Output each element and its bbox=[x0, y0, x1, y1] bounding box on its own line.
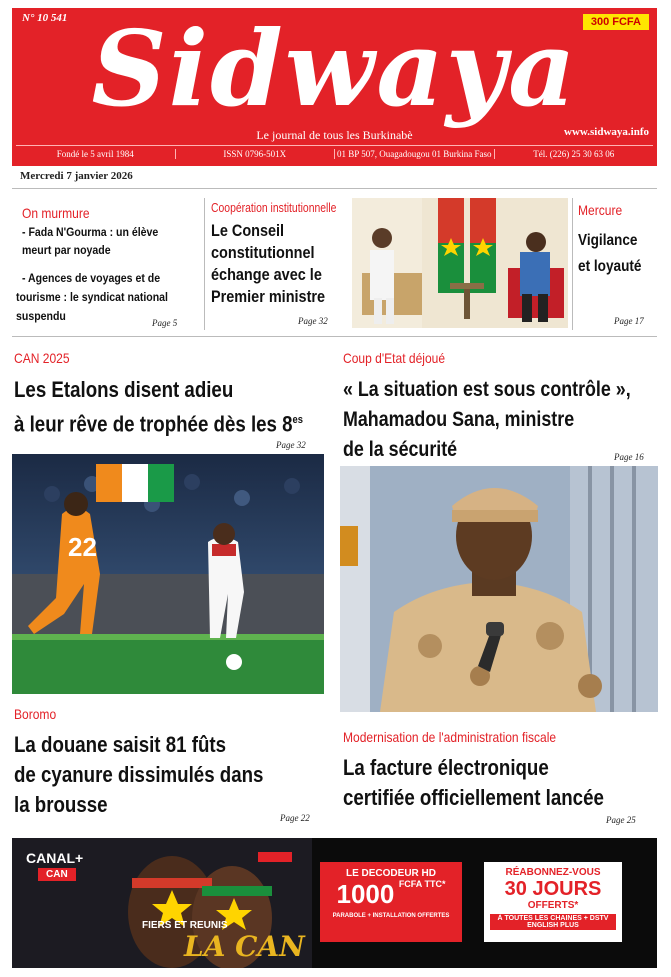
brief-item[interactable]: - Fada N'Gourma : un élève bbox=[22, 225, 159, 239]
ad-slogan-big: LA CAN bbox=[184, 930, 305, 963]
page-ref: Page 17 bbox=[614, 316, 644, 326]
photo-audience-meeting bbox=[352, 198, 568, 328]
headline-boromo[interactable] bbox=[14, 730, 303, 820]
headline-line: « La situation est sous contrôle », bbox=[343, 378, 631, 401]
headline-line: Les Etalons disent adieu bbox=[14, 377, 234, 402]
page-ref: Page 25 bbox=[606, 815, 636, 825]
headline-line bbox=[14, 405, 320, 439]
brief-item[interactable]: suspendu bbox=[16, 309, 66, 323]
founded-date: Fondé le 5 avril 1984 bbox=[16, 149, 176, 159]
photo-football-match bbox=[12, 454, 324, 694]
headline-line: La facture électronique bbox=[343, 755, 549, 780]
resubscribe-title: RÉABONNEZ-VOUS bbox=[505, 867, 601, 878]
postal-address: 01 BP 507, Ouagadougou 01 Burkina Faso bbox=[335, 149, 495, 159]
headline-coop[interactable] bbox=[211, 220, 347, 308]
decoder-title: LE DECODEUR HD bbox=[345, 868, 436, 879]
masthead bbox=[12, 8, 657, 166]
column-divider bbox=[572, 198, 573, 330]
canal-plus-advertisement[interactable] bbox=[12, 838, 657, 968]
brief-item[interactable]: - Agences de voyages et de bbox=[22, 271, 161, 285]
canal-plus-logo: CANAL+ bbox=[26, 850, 84, 866]
newspaper-logo: Sidwaya bbox=[91, 7, 578, 130]
kicker-boromo: Boromo bbox=[14, 706, 57, 722]
ad-slogan: FIERS ET REUNIS bbox=[142, 920, 228, 931]
divider bbox=[12, 188, 657, 189]
headline-can[interactable] bbox=[14, 375, 320, 439]
price-badge: 300 FCFA bbox=[583, 14, 649, 30]
headline-superscript: es bbox=[292, 414, 303, 426]
headline-line: constitutionnel bbox=[211, 243, 315, 262]
divider bbox=[12, 336, 657, 337]
headline-line: certifiée officiellement lancée bbox=[343, 785, 604, 810]
tagline: Le journal de tous les Burkinabè bbox=[256, 128, 413, 142]
website-link[interactable]: www.sidwaya.info bbox=[564, 126, 649, 138]
headline-line: et loyauté bbox=[578, 258, 642, 275]
headline-coup[interactable] bbox=[343, 375, 649, 465]
page-ref: Page 5 bbox=[152, 318, 178, 328]
headline-line: Premier ministre bbox=[211, 287, 326, 306]
resubscribe-offer-label: OFFERTS* bbox=[527, 900, 579, 911]
photo-security-minister bbox=[340, 466, 658, 712]
page-ref: Page 22 bbox=[280, 813, 310, 823]
headline-line: La douane saisit 81 fûts bbox=[14, 732, 226, 757]
page-ref: Page 16 bbox=[614, 452, 644, 462]
issue-number: N° 10 541 bbox=[22, 12, 68, 24]
kicker-cooperation: Coopération institutionnelle bbox=[211, 200, 337, 215]
headline-text: à leur rêve de trophée dès les 8 bbox=[14, 411, 293, 437]
brief-item[interactable]: meurt par noyade bbox=[22, 243, 111, 257]
jersey-number: 22 bbox=[68, 532, 97, 562]
headline-line: de la sécurité bbox=[343, 438, 458, 461]
decoder-note: PARABOLE + INSTALLATION OFFERTES bbox=[332, 913, 450, 919]
publisher-info-strip bbox=[16, 145, 653, 162]
resubscribe-channels: À TOUTES LES CHAINES + DSTV ENGLISH PLUS bbox=[490, 914, 616, 930]
kicker-coup: Coup d'Etat déjoué bbox=[343, 350, 446, 366]
headline-line: Vigilance bbox=[578, 232, 638, 249]
kicker-can: CAN 2025 bbox=[14, 350, 70, 366]
phone-number: Tél. (226) 25 30 63 06 bbox=[533, 149, 615, 159]
headline-fiscal[interactable] bbox=[343, 753, 649, 813]
headline-line: échange avec le bbox=[211, 265, 322, 284]
publication-date: Mercredi 7 janvier 2026 bbox=[20, 170, 133, 182]
resubscribe-days: 30 JOURS bbox=[504, 878, 602, 900]
kicker-on-murmure: On murmure bbox=[22, 205, 90, 221]
kicker-mercure: Mercure bbox=[578, 202, 623, 218]
headline-line: Mahamadou Sana, ministre bbox=[343, 408, 575, 431]
issn: ISSN 0796-501X bbox=[176, 149, 336, 159]
headline-mercure[interactable] bbox=[578, 228, 646, 280]
page-ref: Page 32 bbox=[298, 316, 328, 326]
column-divider bbox=[204, 198, 205, 330]
kicker-fiscal: Modernisation de l'administration fiscale bbox=[343, 729, 557, 745]
headline-line: de cyanure dissimulés dans bbox=[14, 762, 264, 787]
resubscribe-offer bbox=[484, 862, 622, 942]
decoder-offer bbox=[320, 862, 462, 942]
decoder-unit: FCFA TTC* bbox=[398, 879, 446, 889]
brief-item[interactable]: tourisme : le syndicat national bbox=[16, 290, 168, 304]
page-ref: Page 32 bbox=[276, 440, 306, 450]
headline-line: Le Conseil bbox=[211, 221, 285, 240]
can-tag: CAN bbox=[38, 868, 76, 881]
decoder-price: 1000 bbox=[336, 879, 395, 909]
headline-line: la brousse bbox=[14, 792, 108, 817]
